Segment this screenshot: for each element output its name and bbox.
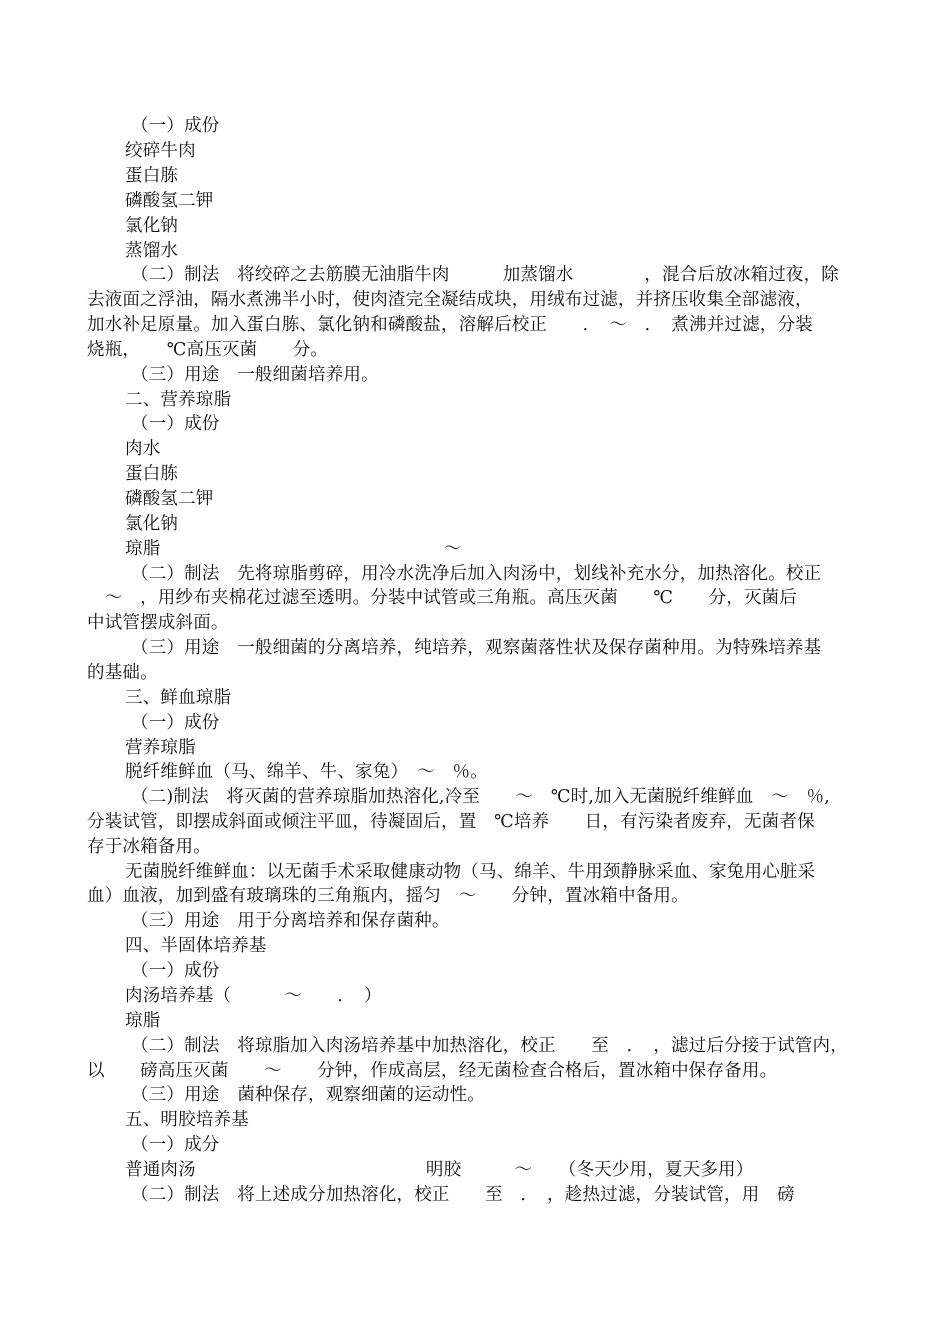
paragraph-line: 血）血液，加到盛有玻璃珠的三角瓶内，摇匀 ～ 分钟，置冰箱中备用。 xyxy=(87,886,689,906)
heading-ingredients-2: （一）成份 xyxy=(131,414,220,434)
section-heading: 三、鲜血琼脂 xyxy=(125,688,232,708)
ingredient-line: 磷酸氢二钾 xyxy=(125,191,214,211)
ingredient-line: 绞碎牛肉 xyxy=(125,141,196,161)
method-paragraph-line: （二）制法 将琼脂加入肉汤培养基中加热溶化，校正 至 ． ，滤过后分接于试管内， xyxy=(131,1036,848,1056)
method-paragraph-line: （二）制法 将绞碎之去筋膜无油脂牛肉 加蒸馏水 ，混合后放冰箱过夜，除 xyxy=(131,265,839,285)
ingredient-line: 琼脂 xyxy=(125,1011,161,1031)
paragraph-line: 无菌脱纤维鲜血：以无菌手术采取健康动物（马、绵羊、牛用颈静脉采血、家兔用心脏采 xyxy=(125,862,816,882)
ingredient-line: 磷酸氢二钾 xyxy=(125,489,214,509)
paragraph-line: ～ ，用纱布夹棉花过滤至透明。分装中试管或三角瓶。高压灭菌 ℃ 分，灭菌后 xyxy=(87,588,798,608)
paragraph-line: 加水补足原量。加入蛋白胨、氯化钠和磷酸盐，溶解后校正 ． ～ ． 煮沸并过滤，分装 xyxy=(87,315,813,335)
heading-ingredients-3: （一）成份 xyxy=(131,713,220,733)
section-heading: 五、明胶培养基 xyxy=(125,1110,249,1130)
ingredient-line: 肉汤培养基（ ～ ． ） xyxy=(125,986,382,1006)
ingredient-line: 肉水 xyxy=(125,439,161,459)
usage-line: （三）用途 一般细菌的分离培养，纯培养，观察菌落性状及保存菌种用。为特殊培养基 xyxy=(131,638,822,658)
paragraph-line: 烧瓶， ℃高压灭菌 分。 xyxy=(87,340,329,360)
method-paragraph-line: （二)制法 将灭菌的营养琼脂加热溶化,冷至 ～ ℃时,加入无菌脱纤维鲜血 ～ ％, xyxy=(131,787,830,807)
ingredient-line: 蒸馏水 xyxy=(125,241,179,261)
ingredient-line: 脱纤维鲜血（马、绵羊、牛、家兔） ～ ％。 xyxy=(125,762,488,782)
heading-ingredients-1: （一）成份 xyxy=(131,116,220,136)
paragraph-line: 以 磅高压灭菌 ～ 分钟，作成高层，经无菌检查合格后，置冰箱中保存备用。 xyxy=(87,1061,778,1081)
method-paragraph-line: （二）制法 先将琼脂剪碎，用冷水洗净后加入肉汤中，划线补充水分，加热溶化。校正 xyxy=(131,564,822,584)
ingredient-line: 普通肉汤 明胶 ～ （冬天少用，夏天多用） xyxy=(125,1160,754,1180)
paragraph-line: 的基础。 xyxy=(87,663,158,683)
section-heading: 四、半固体培养基 xyxy=(125,936,267,956)
ingredient-line: 蛋白胨 xyxy=(125,464,179,484)
method-paragraph-line: （二）制法 将上述成分加热溶化，校正 至 ． ，趁热过滤，分装试管，用 磅 xyxy=(131,1185,795,1205)
ingredient-line: 琼脂 ～ xyxy=(125,539,462,559)
ingredient-line: 营养琼脂 xyxy=(125,738,196,758)
heading-ingredients-5: （一）成分 xyxy=(131,1135,220,1155)
ingredient-line: 蛋白胨 xyxy=(125,166,179,186)
ingredient-line: 氯化钠 xyxy=(125,514,179,534)
paragraph-line: 存于冰箱备用。 xyxy=(87,837,211,857)
usage-line: （三）用途 菌种保存，观察细菌的运动性。 xyxy=(131,1085,485,1105)
ingredient-line: 氯化钠 xyxy=(125,216,179,236)
usage-line: （三）用途 用于分离培养和保存菌种。 xyxy=(131,911,450,931)
heading-ingredients-4: （一）成份 xyxy=(131,961,220,981)
paragraph-line: 去液面之浮油，隔水煮沸半小时，使肉渣完全凝结成块，用绒布过滤，并挤压收集全部滤液， xyxy=(87,290,813,310)
paragraph-line: 中试管摆成斜面。 xyxy=(87,613,229,633)
section-heading: 二、营养琼脂 xyxy=(125,390,232,410)
usage-line: （三）用途 一般细菌培养用。 xyxy=(131,365,379,385)
paragraph-line: 分装试管，即摆成斜面或倾注平皿，待凝固后，置 ℃培养 日，有污染者废弃，无菌者保 xyxy=(87,812,815,832)
